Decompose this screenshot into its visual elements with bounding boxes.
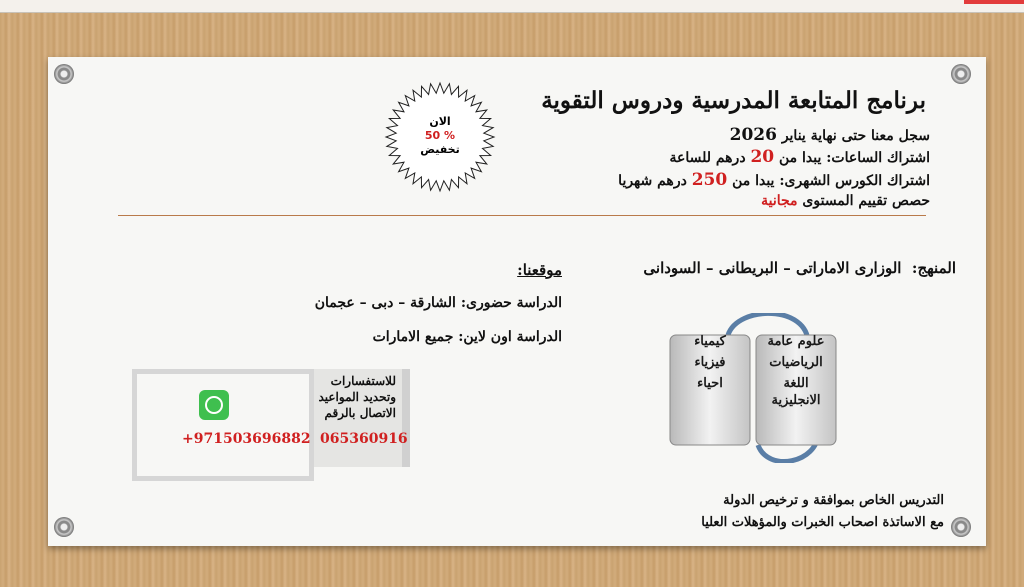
- inquiry-line: للاستفسارات: [330, 374, 396, 388]
- subject-item: علوم عامة: [767, 334, 825, 349]
- core-subjects-list: [756, 331, 836, 408]
- subject-item: فيزياء: [694, 355, 726, 370]
- subject-item: الرياضيات: [769, 355, 823, 370]
- subject-item: احياء: [697, 376, 723, 391]
- flyer-card: [48, 57, 986, 546]
- discount-badge: [384, 115, 496, 157]
- register-text: سجل معنا حتى نهاية يناير: [781, 128, 930, 144]
- screw-icon: [54, 517, 74, 537]
- badge-percent: 50 %: [424, 129, 456, 142]
- online-line: الدراسة اون لاين: جميع الامارات: [372, 329, 562, 345]
- evaluation-free: مجانية: [761, 193, 798, 209]
- onsite-line: الدراسة حضورى: الشارقة – دبى – عجمان: [314, 295, 562, 311]
- landline-number[interactable]: 065360916: [320, 431, 408, 447]
- screw-icon: [951, 64, 971, 84]
- footer-line-1: التدريس الخاص بموافقة و ترخيص الدولة: [723, 493, 944, 508]
- location-title: موقعنا:: [517, 261, 562, 279]
- top-bar-accent: [964, 0, 1024, 4]
- monthly-line: [618, 170, 930, 190]
- subject-item: الانجليزية: [771, 393, 821, 408]
- hours-unit: درهم للساعة: [669, 150, 746, 166]
- register-line: [730, 125, 930, 145]
- register-year: 2026: [729, 125, 777, 145]
- curriculum-label: المنهج:: [911, 259, 956, 277]
- screw-icon: [54, 64, 74, 84]
- monthly-unit: درهم شهريا: [618, 173, 687, 189]
- hours-line: [669, 147, 930, 167]
- subject-item: اللغة: [783, 376, 809, 391]
- evaluation-line: [761, 193, 930, 209]
- section-divider: [118, 215, 926, 216]
- footer-line-2: مع الاساتذة اصحاب الخبرات والمؤهلات العليا: [701, 515, 944, 530]
- top-bar: [0, 0, 1024, 13]
- badge-now: الان: [429, 115, 451, 128]
- curriculum-value: الوزارى الاماراتى – البريطانى – السودانى: [643, 259, 902, 277]
- inquiry-text: [318, 373, 396, 421]
- monthly-text: اشتراك الكورس الشهرى: يبدا من: [732, 173, 930, 189]
- whatsapp-number[interactable]: +971503696882: [182, 431, 311, 447]
- inquiry-line: وتحديد المواعيد: [318, 390, 396, 404]
- badge-discount: تخفيض: [420, 143, 460, 156]
- science-list: [670, 331, 750, 394]
- whatsapp-panel: [132, 369, 314, 481]
- screw-icon: [951, 517, 971, 537]
- evaluation-text: حصص تقييم المستوى: [802, 193, 930, 209]
- subject-item: كيمياء: [694, 334, 726, 349]
- monthly-price: 250: [691, 170, 728, 190]
- hours-price: 20: [750, 147, 775, 167]
- whatsapp-icon[interactable]: [199, 390, 229, 420]
- inquiry-line: الاتصال بالرقم: [324, 406, 396, 420]
- curriculum-line: [643, 259, 956, 277]
- page-title: برنامج المتابعة المدرسية ودروس التقوية: [541, 87, 926, 114]
- hours-text: اشتراك الساعات: يبدا من: [778, 150, 930, 166]
